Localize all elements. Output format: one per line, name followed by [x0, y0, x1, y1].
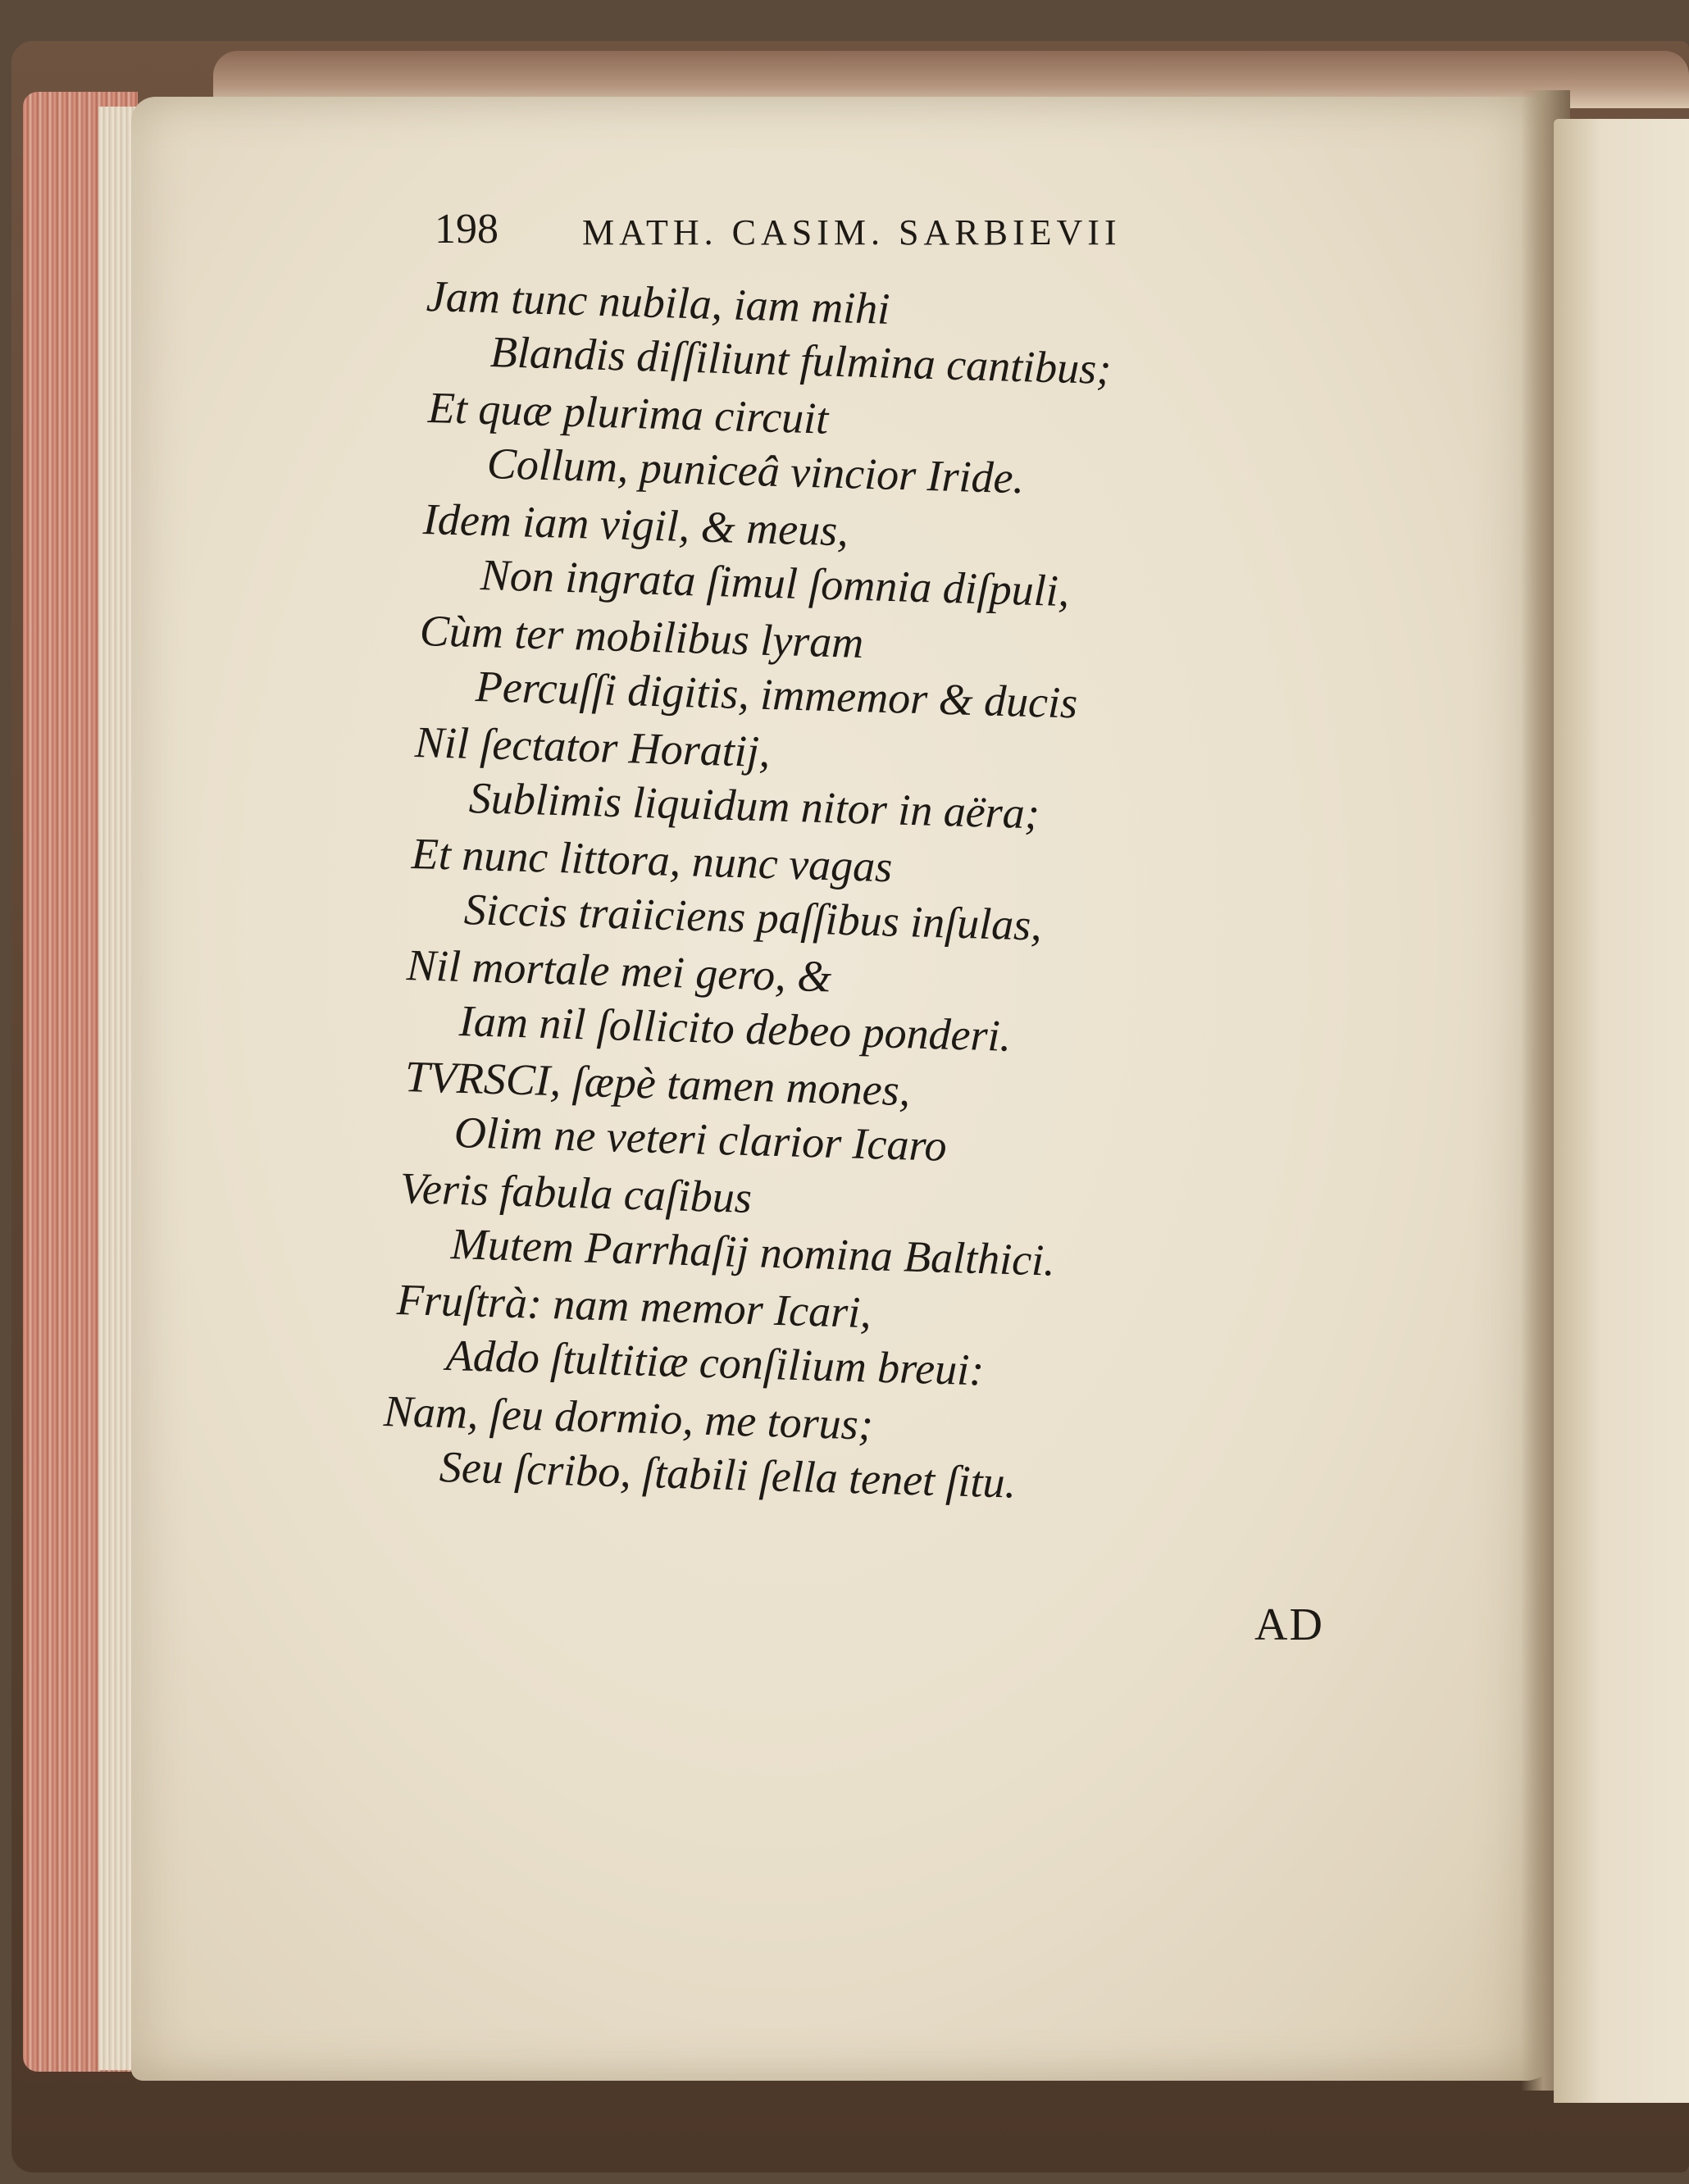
poem-line: Cùm ter mobilibus lyram	[419, 606, 865, 668]
poem-line: TVRSCI, ſæpè tamen mones,	[404, 1052, 912, 1116]
poem-line: Sublimis liquidum nitor in aëra;	[468, 773, 1040, 839]
poem-line: Addo ſtultitiæ conſilium breui:	[445, 1331, 986, 1395]
poem-line: Nil ſectator Horatij,	[414, 717, 772, 777]
poem-line: Et quæ plurima circuit	[427, 383, 830, 444]
running-header	[435, 205, 1254, 262]
poem-line: Seu ſcribo, ſtabili ſella tenet ſitu.	[439, 1442, 1017, 1508]
catchword: AD	[1254, 1599, 1324, 1650]
poem-line: Non ingrata ſimul ſomnia diſpuli,	[480, 550, 1071, 617]
poem-line: Idem iam vigil, & meus,	[422, 494, 849, 556]
poem-line: Iam nil ſollicito debeo ponderi.	[458, 996, 1012, 1061]
poem-line: Veris fabula caſibus	[399, 1163, 753, 1222]
running-title: MATH. CASIM. SARBIEVII	[582, 212, 1122, 253]
poem-line: Olim ne veteri clarior Icaro	[453, 1108, 948, 1171]
poem-line: Et nunc littora, nunc vagas	[411, 829, 894, 892]
poem-line: Blandis diſſiliunt fulmina cantibus;	[489, 327, 1113, 394]
page-number: 198	[435, 206, 499, 253]
poem-line: Fruſtrà: nam memor Icari,	[396, 1275, 872, 1338]
poem-line: Collum, puniceâ vincior Iride.	[486, 439, 1025, 503]
poem-line: Nam, ſeu dormio, me torus;	[383, 1386, 874, 1449]
poem-line: Mutem Parrhaſij nomina Balthici.	[450, 1219, 1056, 1285]
poem-line: Percuſſi digitis, immemor & ducis	[475, 662, 1078, 728]
poem-line: Siccis traiiciens paſſibus inſulas,	[463, 885, 1043, 950]
poem-line: Nil mortale mei gero, &	[406, 940, 833, 1002]
poem-line: Jam tunc nubila, iam mihi	[426, 271, 891, 334]
